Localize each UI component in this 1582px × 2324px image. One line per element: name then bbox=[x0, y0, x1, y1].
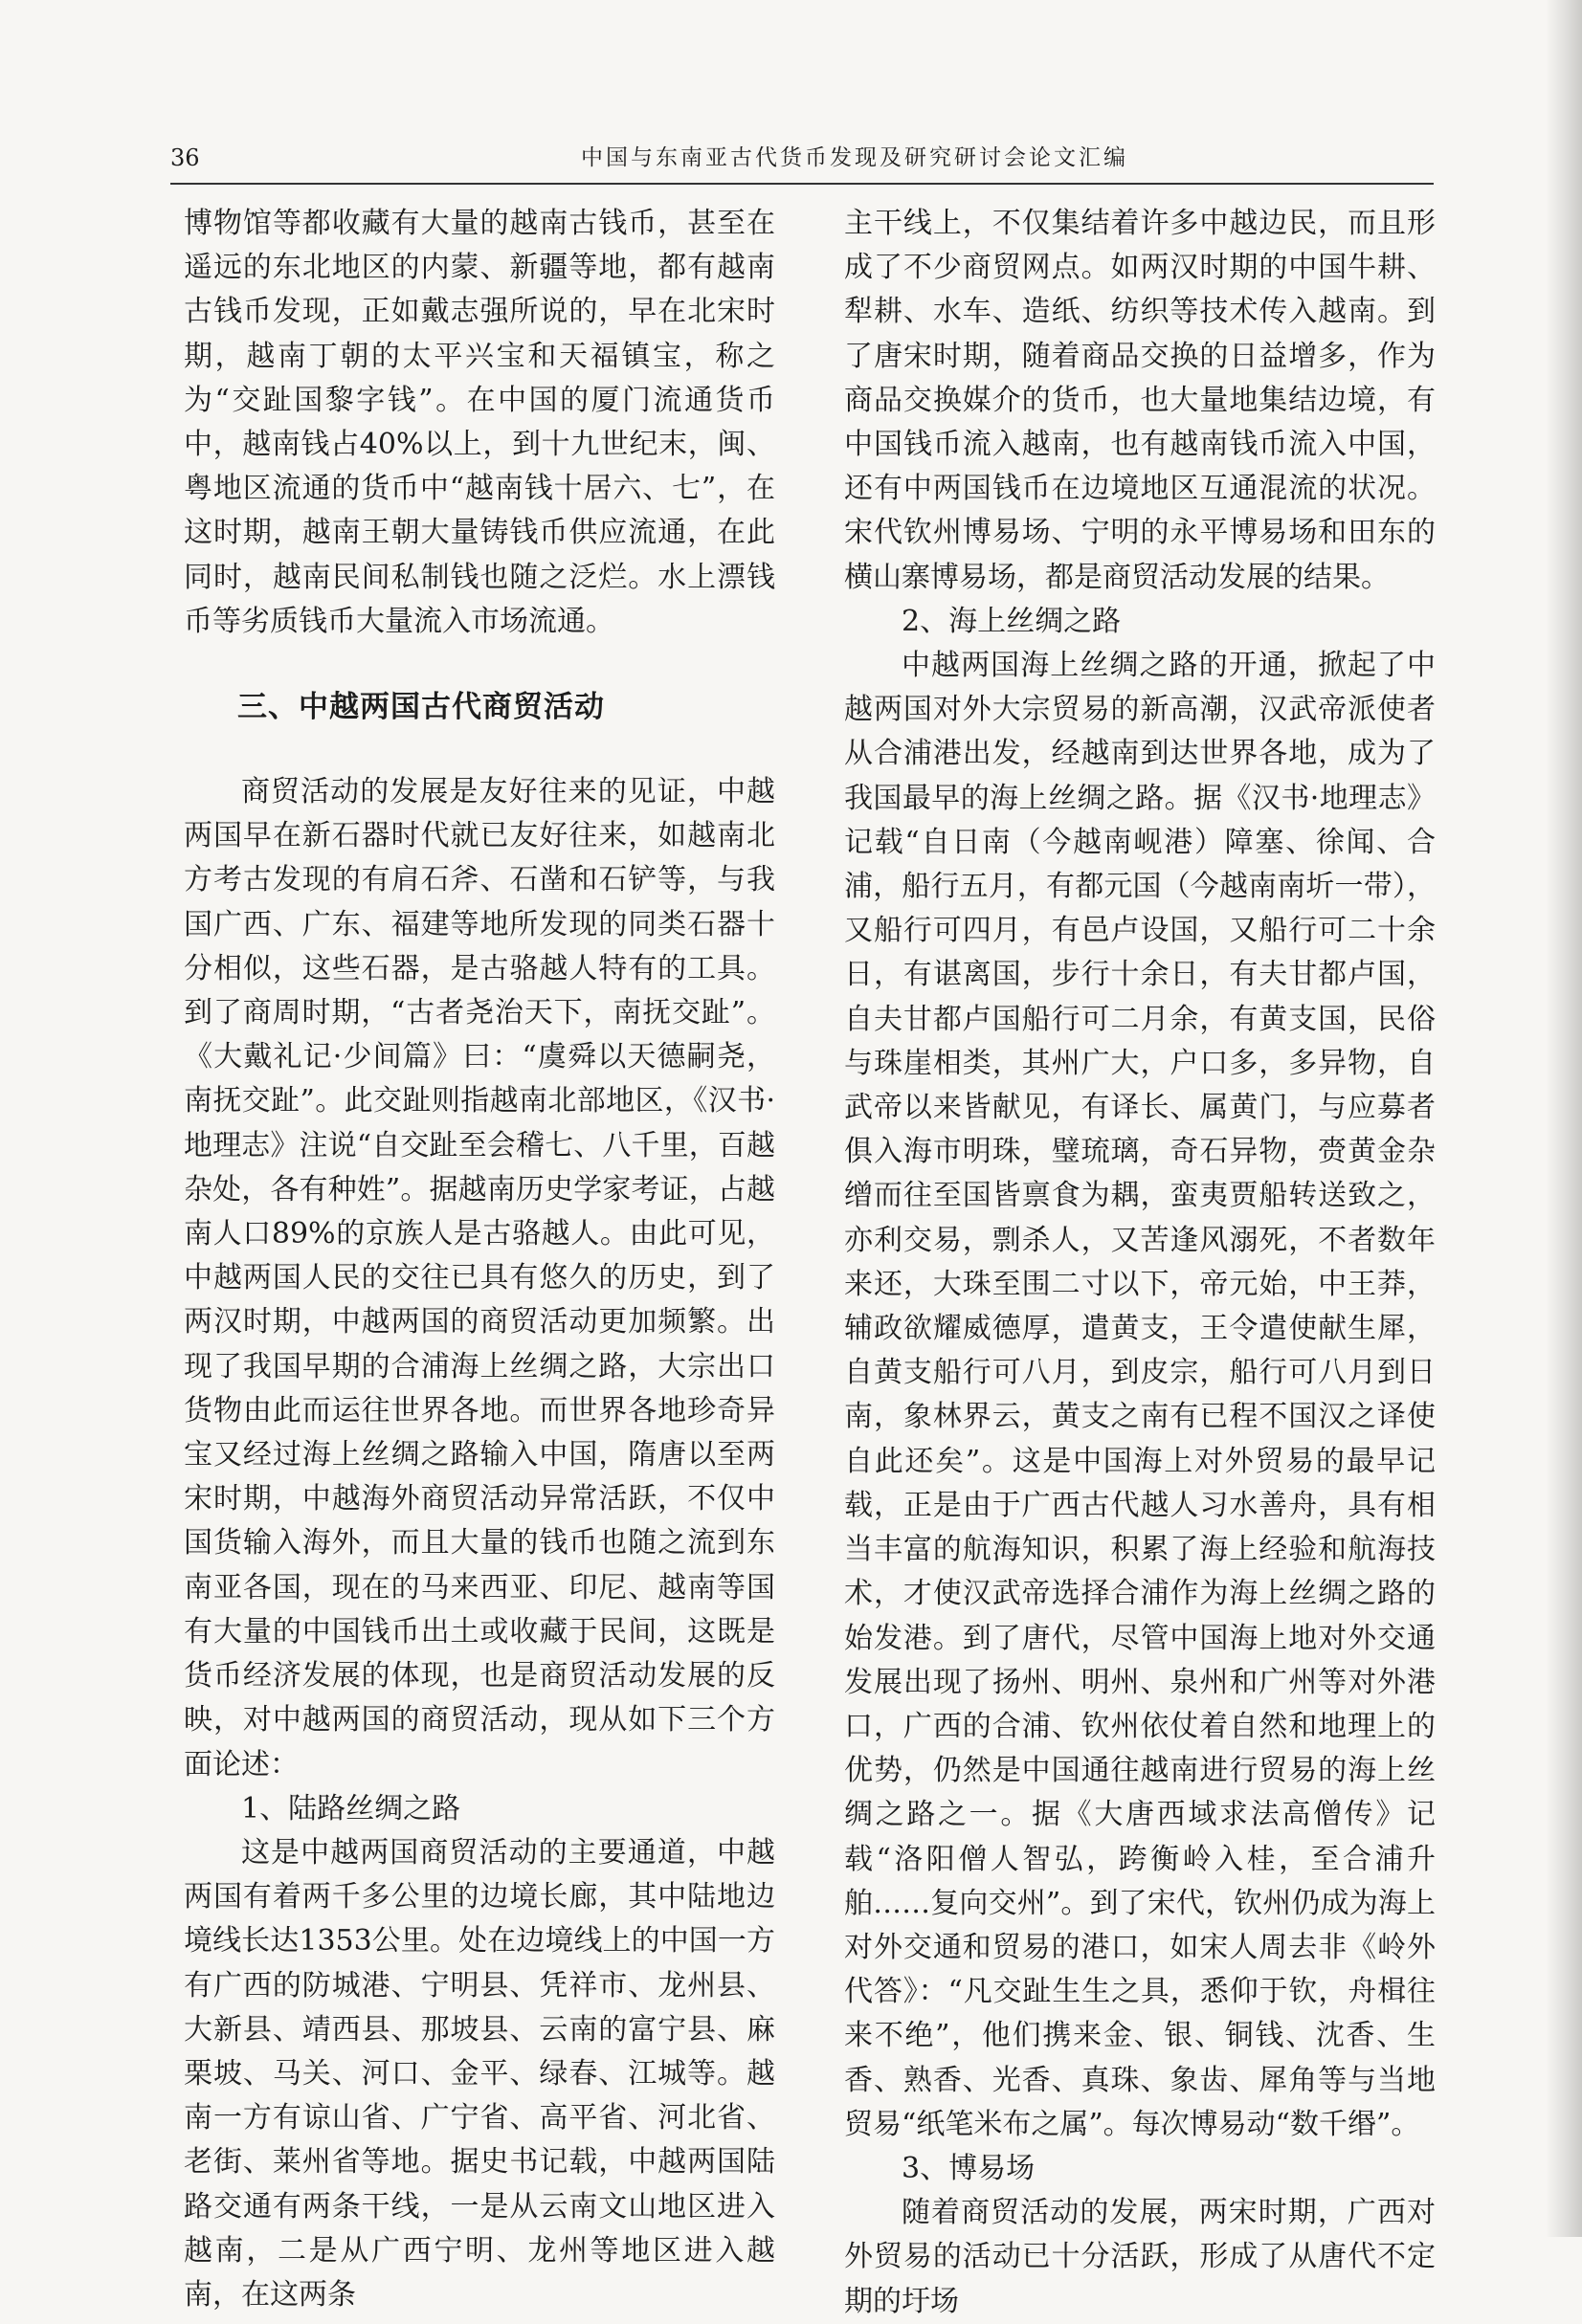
left-column bbox=[184, 202, 775, 2317]
running-header bbox=[170, 142, 1434, 180]
main-paragraph: 商贸活动的发展是友好往来的见证，中越两国早在新石器时代就已友好往来，如越南北方考古发现的有肩石斧、石凿和石铲等，与我国广西、广东、福建等地所发现的同类石器十分相似，这些石器，是古骆越人特有的工具。到了商周时期，“古者尧治天下，南抚交趾”。《大戴礼记·少间篇》曰：“虞舜以天德嗣尧，南抚交趾”。此交趾则指越南北部地区，《汉书·地理志》注说“自交趾至会稽七、八千里，百越杂处，各有种姓”。据越南历史学家考证，占越南人口89%的京族人是古骆越人。由此可见，中越两国人民的交往已具有悠久的历史，到了两汉时期，中越两国的商贸活动更加频繁。出现了我国早期的合浦海上丝绸之路，大宗出口货物由此而运往世界各地。而世界各地珍奇异宝又经过海上丝绸之路输入中国，隋唐以至两宋时期，中越海外商贸活动异常活跃，不仅中国货输入海外，而且大量的钱币也随之流到东南亚各国，现在的马来西亚、印尼、越南等国有大量的中国钱币出土或收藏于民间，这既是货币经济发展的体现，也是商贸活动发展的反映，对中越两国的商贸活动，现从如下三个方面论述： bbox=[184, 775, 775, 1782]
subheading-maritime-silk-road: 2、海上丝绸之路 bbox=[902, 604, 1122, 638]
journal-title: 中国与东南亚古代货币发现及研究研讨会论文汇编 bbox=[581, 145, 1128, 170]
continued-paragraph: 主干线上，不仅集结着许多中越边民，而且形成了不少商贸网点。如两汉时期的中国牛耕、犁耕、水车、造纸、纺织等技术传入越南。到了唐宋时期，随着商品交换的日益增多，作为商品交换媒介的货币，也大量地集结边境，有中国钱币流入越南，也有越南钱币流入中国，还有中两国钱币在边境地区互通混流的状况。宋代钦州博易场、宁明的永平博易场和田东的横山寨博易场，都是商贸活动发展的结果。 bbox=[844, 207, 1436, 594]
header-rule bbox=[170, 183, 1434, 185]
trade-market-paragraph: 随着商贸活动的发展，两宋时期，广西对外贸易的活动已十分活跃，形成了从唐代不定期的圩场 bbox=[844, 2196, 1436, 2318]
page-edge-shadow bbox=[1546, 0, 1582, 2237]
subheading-land-silk-road: 1、陆路丝绸之路 bbox=[241, 1791, 461, 1826]
right-column bbox=[844, 202, 1436, 2324]
land-silk-road-paragraph: 这是中越两国商贸活动的主要通道，中越两国有着两千多公里的边境长廊，其中陆地边境线长达1353公里。处在边境线上的中国一方有广西的防城港、宁明县、凭祥市、龙州县、大新县、靖西县、那坡县、云南的富宁县、麻栗坡、马关、河口、金平、绿春、江城等。越南一方有谅山省、广宁省、高平省、河北省、老街、莱州省等地。据史书记载，中越两国陆路交通有两条干线，一是从云南文山地区进入越南，二是从广西宁明、龙州等地区进入越南，在这两条 bbox=[184, 1835, 775, 2312]
subheading-trade-market: 3、博易场 bbox=[902, 2151, 1036, 2185]
maritime-silk-road-paragraph: 中越两国海上丝绸之路的开通，掀起了中越两国对外大宗贸易的新高潮，汉武帝派使者从合浦港出发，经越南到达世界各地，成为了我国最早的海上丝绸之路。据《汉书·地理志》记载“自日南（今越南岘港）障塞、徐闻、合浦，船行五月，有都元国（今越南南圻一带），又船行可四月，有邑卢设国，又船行可二十余日，有谌离国，步行十余日，有夫甘都卢国，自夫甘都卢国船行可二月余，有黄支国，民俗与珠崖相类，其州广大，户口多，多异物，自武帝以来皆献见，有译长、属黄门，与应募者俱入海市明珠，璧琉璃，奇石异物，赍黄金杂缯而往至国皆禀食为耦，蛮夷贾船转送致之，亦利交易，剽杀人，又苦逢风溺死，不者数年来还，大珠至围二寸以下，帝元始，中王莽，辅政欲耀威德厚，遣黄支，王令遣使献生犀，自黄支船行可八月，到皮宗，船行可八月到日南，象林界云，黄支之南有已程不国汉之译使自此还矣”。这是中国海上对外贸易的最早记载，正是由于广西古代越人习水善舟，具有相当丰富的航海知识，积累了海上经验和航海技术，才使汉武帝选择合浦作为海上丝绸之路的始发港。到了唐代，尽管中国海上地对外交通发展出现了扬州、明州、泉州和广州等对外港口，广西的合浦、钦州依仗着自然和地理上的优势，仍然是中国通往越南进行贸易的海上丝绸之路之一。据《大唐西域求法高僧传》记载“洛阳僧人智弘，跨衡岭入桂，至合浦升舶……复向交州”。到了宋代，钦州仍成为海上对外交通和贸易的港口，如宋人周去非《岭外代答》：“凡交趾生生之具，悉仰于钦，舟楫往来不绝”，他们携来金、银、铜钱、沈香、生香、熟香、光香、真珠、象齿、犀角等与当地贸易“纸笔米布之属”。每次博易动“数千缗”。 bbox=[844, 649, 1436, 2141]
section-heading: 三、中越两国古代商贸活动 bbox=[237, 690, 605, 725]
page-number: 36 bbox=[170, 144, 200, 171]
intro-paragraph: 博物馆等都收藏有大量的越南古钱币，甚至在遥远的东北地区的内蒙、新疆等地，都有越南古钱币发现，正如戴志强所说的，早在北宋时期，越南丁朝的太平兴宝和天福镇宝，称之为“交趾国黎字钱”。在中国的厦门流通货币中，越南钱占40%以上，到十九世纪末，闽、粤地区流通的货币中“越南钱十居六、七”，在这时期，越南王朝大量铸钱币供应流通，在此同时，越南民间私制钱也随之泛烂。水上漂钱币等劣质钱币大量流入市场流通。 bbox=[184, 207, 775, 638]
